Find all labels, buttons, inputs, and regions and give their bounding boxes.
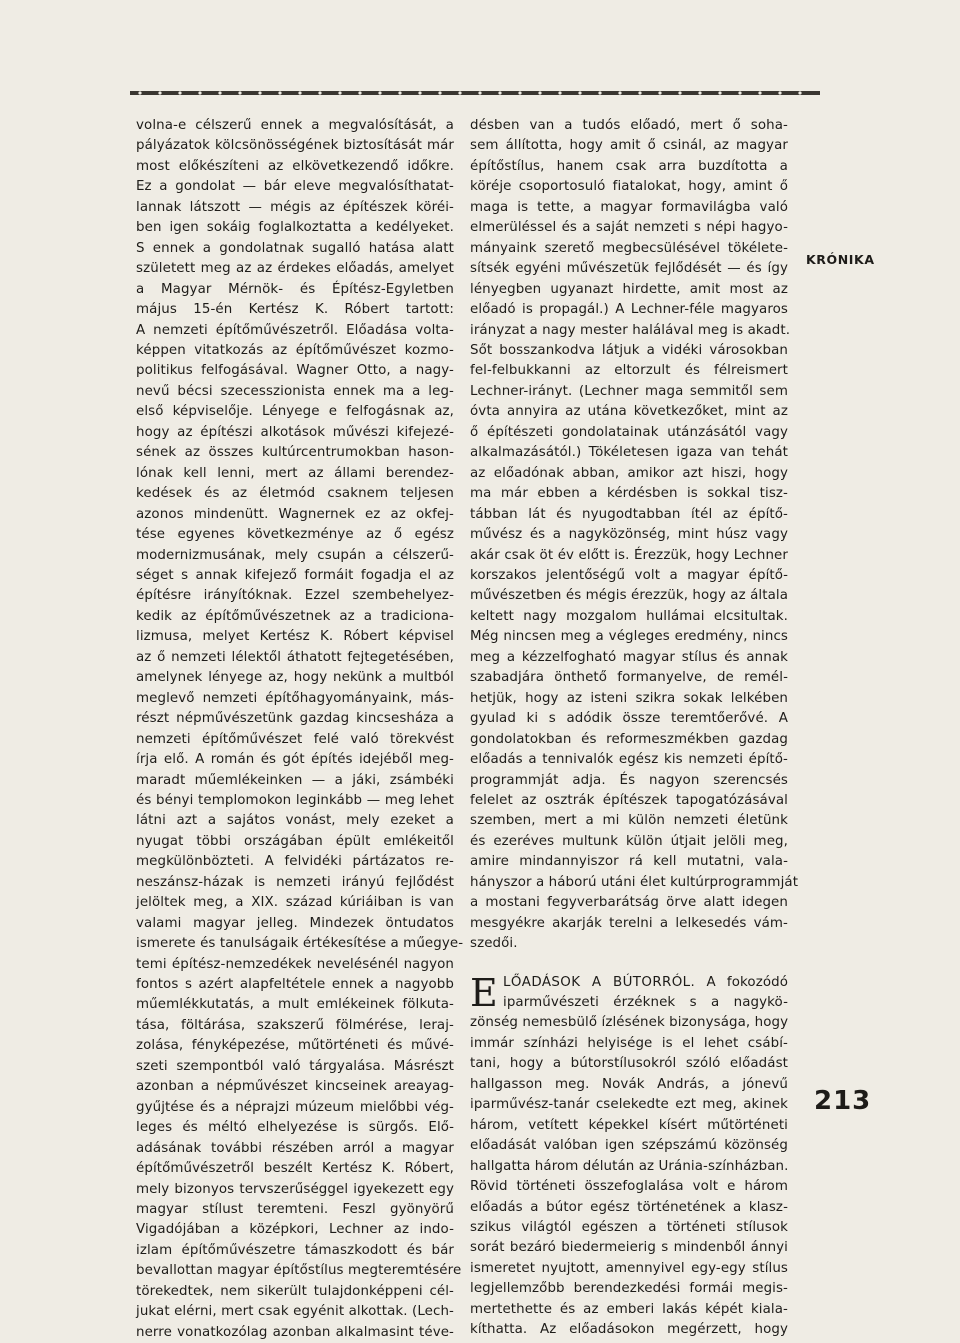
text-line: a mostani fegyverbarátság örve alatt idegen <box>470 895 788 911</box>
text-line: szeti szempontból való tárgyalása. Másrészt <box>136 1058 454 1074</box>
text-line: hetjük, hogy az isteni szikra sokak lelkében <box>470 690 788 706</box>
text-line: programmját adja. És nagyon szerencsés <box>470 772 788 788</box>
text-line: nerre vonatkozólag azonban alkalmasint téve- <box>136 1324 454 1340</box>
text-line: jukat elérni, mert csak egyénit alkottak. (Lech- <box>136 1304 454 1320</box>
text-line: immár színházi helyisége is el lehet csábí- <box>470 1035 788 1051</box>
text-line: keltett nagy mozgalom hullámai elcsitultak. <box>470 608 788 624</box>
section-heading-rest: A fokozódó <box>706 974 789 990</box>
text-line: sem állította, hogy amit ő csinál, az magyar <box>470 138 788 154</box>
text-line: ő építészeti gondolatainak utánzásától vagy <box>470 424 788 440</box>
text-line: izlam építőművészetre támaszkodott és bár <box>136 1242 454 1258</box>
text-line: neszánsz-házak is nemzeti irányú fejlődést <box>136 874 454 890</box>
text-line: május 15-én Kertész K. Róbert tartott: <box>136 302 454 318</box>
text-line: mesgyékre akarják terelni a lelkesedés vám- <box>470 915 788 931</box>
left-column <box>136 116 464 1343</box>
text-line: most előkészíteni az elkövetkezendő időkre. <box>136 158 454 174</box>
section-bútor <box>470 970 789 1341</box>
text-line: temi építész-nemzedékek nevelésénél nagyon <box>136 956 454 972</box>
text-line: séget s annak kifejező formáit fogadja el az <box>136 567 454 583</box>
text-line: magyar stílust teremteni. Feszl gyönyörű <box>136 1202 454 1218</box>
text-line: lónak kell lenni, mert az állami berendez- <box>136 465 454 481</box>
text-line: építőművészetről beszélt Kertész K. Róbert, <box>136 1161 454 1177</box>
text-line: képpen vitatkozás az építőművészet kozmo- <box>136 342 454 358</box>
text-line: Lechner-irányt. (Lechner maga semmitől sem <box>470 383 788 399</box>
text-line: désben van a tudós előadó, mert ő soha- <box>470 118 788 133</box>
text-line: az előadónak abban, amikor azt hiszi, hogy <box>470 465 788 481</box>
text-line: a Magyar Mérnök- és Építész-Egyletben <box>136 281 454 297</box>
text-line: szedői. <box>470 936 518 952</box>
text-line: volna-e célszerű ennek a megvalósítását, a <box>136 118 454 133</box>
text-line: kedik az építőművészetnek az a tradiciona- <box>136 608 454 624</box>
text-line: írja elő. A román és gót építés idejéből meg- <box>136 752 454 768</box>
text-line: sének az összes kultúrcentrumokban hason- <box>136 445 454 461</box>
text-line: ma már ebben a kérdésben is sokkal tisz- <box>470 486 788 502</box>
text-line: műemlékkutatás, a mult emlékeinek fölkuta- <box>136 997 454 1013</box>
text-line: azonos mindenütt. Wagnernek ez az okfej- <box>136 506 454 522</box>
text-line: ismerete és tanulságaik értékesítése a műegye- <box>136 936 464 952</box>
text-line: amelynek lényege az, hogy nekünk a multból <box>136 670 454 686</box>
section-label: KRÓNIKA <box>806 252 875 267</box>
text-line: ismeretet nyujtott, amennyivel egy-egy stílus <box>470 1260 788 1276</box>
text-line: óvta annyira az utána következőket, mint az <box>470 404 788 420</box>
text-line: előadás a tennivalók egész kis nemzeti építő- <box>470 752 788 768</box>
text-line: Ez a gondolat — bár eleve megvalósíthatat- <box>136 179 454 195</box>
text-line: tése egyenes következménye az ő egész <box>136 527 454 543</box>
page-number: 213 <box>814 1086 872 1116</box>
text-line: Rövid történeti összefoglalása volt e három <box>470 1179 788 1195</box>
text-line: tása, föltárása, szakszerű fölmérése, leraj- <box>136 1017 454 1033</box>
text-line: bevallottan magyar építőstílus megteremtésére <box>136 1263 462 1279</box>
text-line: elmerüléssel és a saját nemzeti s népi hagyo- <box>470 220 788 236</box>
text-line: gondolatokban és reformeszmékben gazdag <box>470 731 788 747</box>
text-line: fel-felbukkanni az eltorzult és félreismert <box>470 363 788 379</box>
text-line: építőstílus, hanem csak arra buzdította a <box>470 158 788 174</box>
text-line: lizmusa, melyet Kertész K. Róbert képvisel <box>136 629 454 645</box>
text-line: szemben, mert a mi külön nemzeti életünk <box>470 813 788 829</box>
text-line: részt népművészetünk gazdag kincsesháza a <box>136 711 454 727</box>
text-line: művész és a nagyközönség, mint húsz vagy <box>470 527 788 543</box>
text-line: kíthatta. Az előadásokon megérzett, hogy <box>470 1322 788 1338</box>
text-line: és ezeréves multunk külön útjait jelöli meg, <box>470 833 788 849</box>
text-line: építésre irányítóknak. Ezzel szembehelyez- <box>136 588 454 604</box>
text-line: fontos s azért alapfeltétele ennek a nagyobb <box>136 977 454 993</box>
text-line: iparművész-tanár cselekedte ezt meg, akinek <box>470 1097 788 1113</box>
text-line: jelöltek meg, a XIX. század kúriáiban is van <box>136 895 454 911</box>
text-line: hányszor a háború utáni élet kultúrprogrammját <box>470 874 799 890</box>
text-line: akár csak öt év előtt is. Érezzük, hogy Lechner <box>470 547 788 563</box>
text-line: kedések és az életmód csaknem teljesen <box>136 486 454 502</box>
text-line: gyűjtése és a néprajzi múzeum mielőbbi vég- <box>136 1099 454 1115</box>
text-line: sorát bezáró biedermeierig s mindenből ánnyi <box>470 1240 788 1256</box>
text-line: köréje csoportosuló fiatalokat, hogy, amint ő <box>470 179 788 195</box>
text-line: Még nincsen meg a végleges eredmény, nincs <box>470 629 788 645</box>
text-line: modernizmusának, mely csupán a célszerű- <box>136 547 454 563</box>
text-line: hallgasson meg. Novák András, a jónevű <box>470 1076 788 1092</box>
text-line: pályázatok kölcsönösségének biztosítását már <box>136 138 454 154</box>
text-line: előadó is propagál.) A Lechner-féle magyaros <box>470 302 788 318</box>
text-line: mertethette és az emberi lakás képét kiala- <box>470 1301 788 1317</box>
text-line: lannak látszott — mégis az építészek köréi- <box>136 199 454 215</box>
text-line: előadását valóban igen szépszámú közönség <box>470 1138 788 1154</box>
text-line: mely bizonyos tervszerűséggel igyekezett egy <box>136 1181 454 1197</box>
text-line: sítsék egyéni művészetük fejlődését — és így <box>470 261 788 277</box>
drop-cap: E <box>470 970 498 1015</box>
section-gap <box>470 955 788 973</box>
text-line: maradt műemlékeinken — a jáki, zsámbéki <box>136 772 454 788</box>
text-line: nyugat többi országában épült emlékeitől <box>136 833 454 849</box>
text-line: korszakos jelentőségű volt a magyar építő- <box>470 567 788 583</box>
text-line: meglevő nemzeti építőhagyományaink, más- <box>136 690 454 706</box>
text-line: meg a kézzelfogható magyar stílus és annak <box>470 649 788 665</box>
right-column-continuation <box>470 116 799 955</box>
text-line: szikus világtól egészen a történeti stílusok <box>470 1220 788 1236</box>
text-line: látni azt a sajátos vonást, mely ezeket a <box>136 813 454 829</box>
text-line: felelet az osztrák építészek tapogatózásával <box>470 792 788 808</box>
right-column <box>470 116 799 1341</box>
ornamental-border <box>130 88 820 98</box>
section-heading: LŐADÁSOK A BÚTORRÓL. <box>503 974 696 990</box>
text-line: hallgatta három délután az Uránia-színházban. <box>470 1158 789 1174</box>
text-line: alkalmazásától.) Tökéletesen igaza van tehát <box>470 445 788 461</box>
text-line: azonban a népművészet kincseinek areayag- <box>136 1079 454 1095</box>
section-line-2: iparművészeti érzéknek s a nagykö- <box>503 995 788 1011</box>
text-line: zönség nemesbülő ízlésének bizonysága, hogy <box>470 1015 789 1031</box>
section-body <box>470 1013 788 1340</box>
text-line: törekedtek, nem sikerült tulajdonképpeni cél- <box>136 1283 454 1299</box>
text-line: az ő nemzeti lélektől áthatott fejtegetésében, <box>136 649 454 665</box>
text-line: tábban lát és nyugodtabban ítél az építő- <box>470 506 788 522</box>
text-line: zolása, fényképezése, műtörténeti és művé- <box>136 1038 454 1054</box>
text-line: és bényi templomokon leginkább — meg lehet <box>136 792 454 808</box>
text-line: irányzat a nagy mester halálával meg is akadt. <box>470 322 791 338</box>
text-line: hogy az építészi alkotások művészi kifejezé- <box>136 424 454 440</box>
text-line: maga is tette, a magyar formavilágba való <box>470 199 788 215</box>
text-line: amire mindannyiszor rá kell mutatni, vala- <box>470 854 788 870</box>
text-line: előadás a bútor egész történetének a klasz- <box>470 1199 788 1215</box>
text-line: szabadjára önthető formanyelve, de remél- <box>470 670 788 686</box>
text-line: első képviselője. Lényege e felfogásnak az, <box>136 404 454 420</box>
text-line: lényegben ugyanazt hirdette, amit most az <box>470 281 788 297</box>
section-heading-line <box>470 973 788 993</box>
text-line: gyulad ki s adódik össze teremtőerővé. A <box>470 711 788 727</box>
text-line: mányaink szerető megbecsülésével tökélete- <box>470 240 788 256</box>
text-line: politikus felfogásával. Wagner Otto, a nagy- <box>136 363 454 379</box>
text-line: született meg az az érdekes előadás, amelyet <box>136 261 454 277</box>
text-line: megkülönbözteti. A felvidéki pártázatos re- <box>136 854 454 870</box>
text-line: valami magyar jelleg. Mindezek öntudatos <box>136 915 454 931</box>
text-line: S ennek a gondolatnak sugalló hatása alatt <box>136 240 454 256</box>
text-line: ben igen sokáig foglalkoztatta a kedélyeket. <box>136 220 454 236</box>
text-line: nemzeti építőművészet felé való törekvést <box>136 731 454 747</box>
text-line: tani, hogy a bútorstílusokról szóló előadást <box>470 1056 788 1072</box>
text-line: legjellemzőbb berendezkedési formái megis- <box>470 1281 788 1297</box>
text-line: három, vetített képekkel kísért műtörténeti <box>470 1117 788 1133</box>
text-line: Sőt bosszankodva látjuk a vidéki városokban <box>470 342 788 358</box>
text-line: adásának további részében arról a magyar <box>136 1140 454 1156</box>
text-line: művészetben és mégis érezzük, hogy az általa <box>470 588 788 604</box>
text-line: A nemzeti építőművészetről. Előadása volta- <box>136 322 454 338</box>
text-line: Vigadójában a középkori, Lechner az indo- <box>136 1222 454 1238</box>
text-line: leges és méltó elhelyezése is sürgős. Elő- <box>136 1120 454 1136</box>
text-line: nevű bécsi szecesszionista ennek ma a leg- <box>136 383 454 399</box>
